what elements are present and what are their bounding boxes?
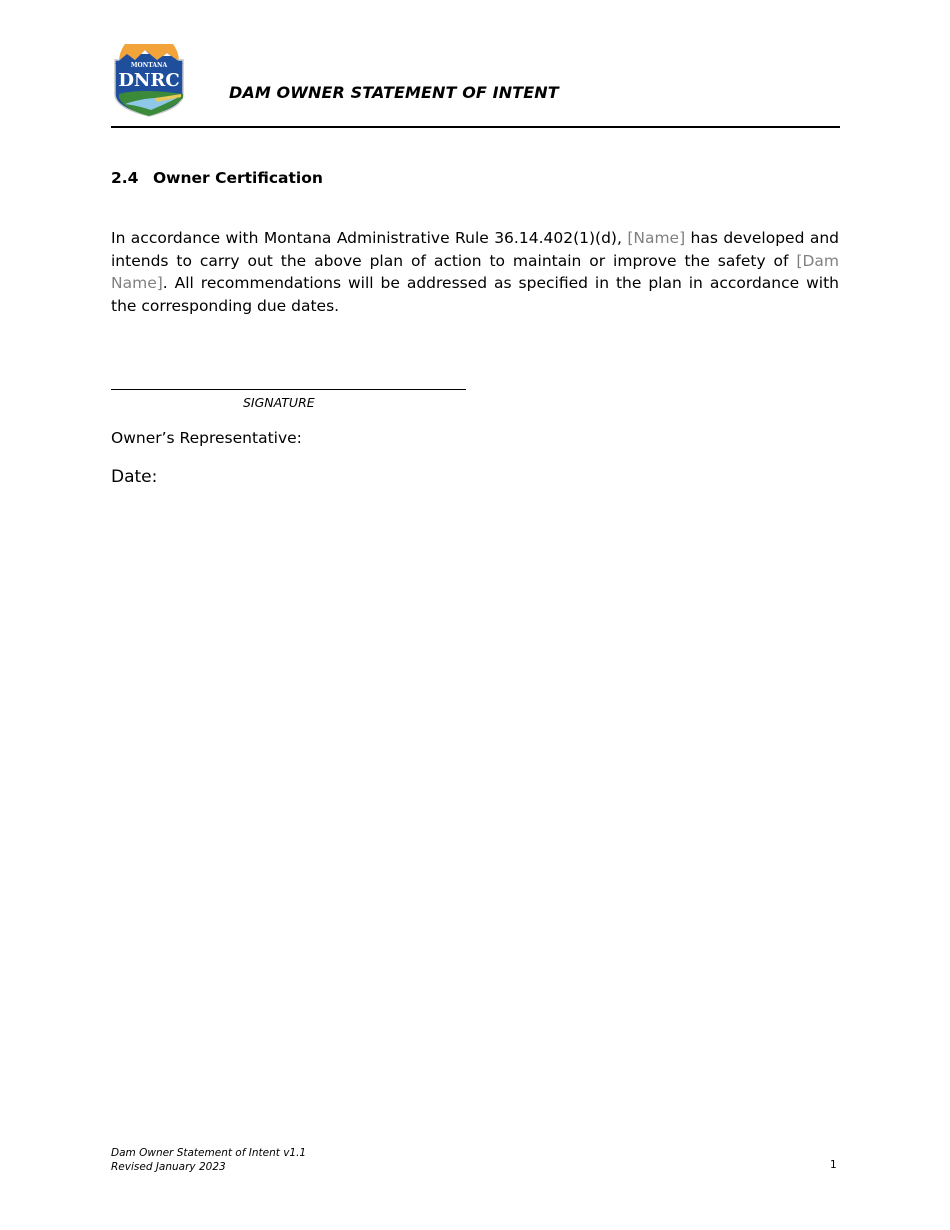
paragraph-text-2: has developed and intends to carry out the above plan of action to maintain or improve the safety of bbox=[111, 229, 840, 270]
dam-name-placeholder[interactable]: [Dam Name] bbox=[111, 251, 839, 293]
certification-paragraph bbox=[111, 227, 839, 318]
footer-revised: Revised January 2023 bbox=[111, 1161, 226, 1173]
section-heading bbox=[111, 169, 323, 187]
page-number: 1 bbox=[830, 1159, 837, 1171]
owner-representative-label: Owner’s Representative: bbox=[111, 429, 302, 447]
date-label: Date: bbox=[111, 467, 158, 487]
section-number: 2.4 bbox=[111, 169, 139, 187]
dnrc-logo-icon bbox=[111, 44, 187, 118]
logo-top-text: MONTANA bbox=[130, 62, 168, 69]
header-divider bbox=[111, 126, 840, 128]
signature-label: SIGNATURE bbox=[243, 395, 315, 410]
signature-line[interactable] bbox=[111, 389, 466, 390]
paragraph-text-1: In accordance with Montana Administrative Rule 36.14.402(1)(d), bbox=[111, 229, 628, 247]
owner-name-placeholder[interactable]: [Name] bbox=[627, 229, 686, 247]
section-title: Owner Certification bbox=[153, 169, 323, 187]
logo-main-text: DNRC bbox=[118, 70, 180, 91]
paragraph-text-3: . All recommendations will be addressed as specified in the plan in accordance with the corresponding due dates. bbox=[111, 274, 839, 316]
footer bbox=[111, 1146, 306, 1174]
footer-version: Dam Owner Statement of Intent v1.1 bbox=[111, 1147, 307, 1159]
document-title: DAM OWNER STATEMENT OF INTENT bbox=[229, 83, 559, 102]
